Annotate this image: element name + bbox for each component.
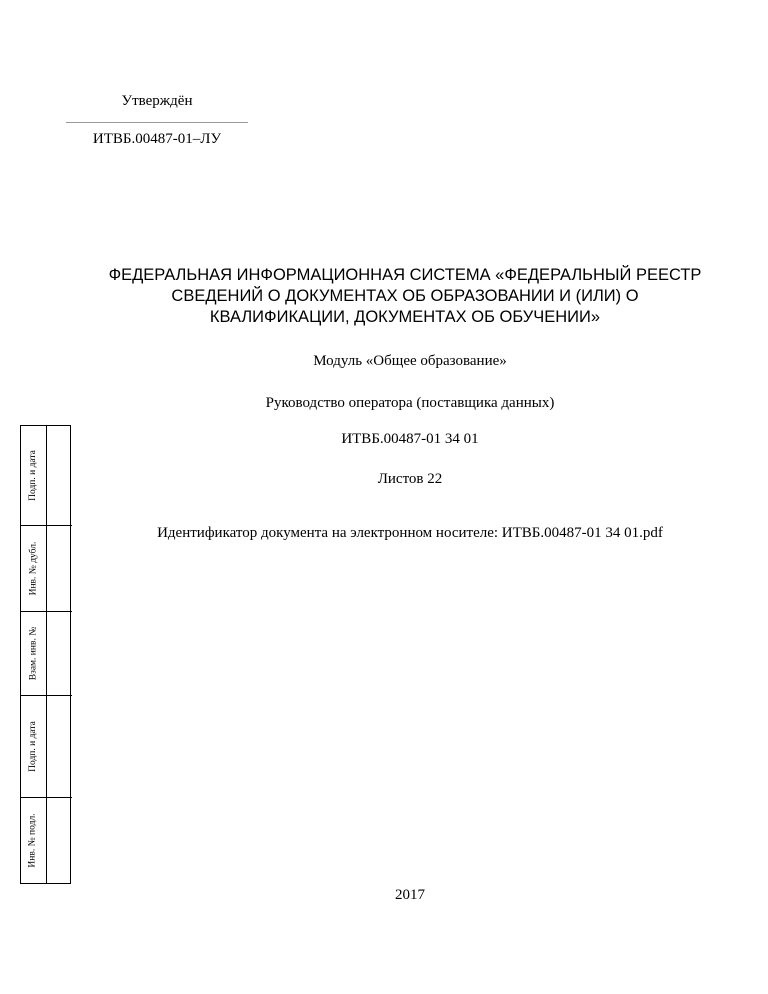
stamp-label: Взам. инв. №: [28, 626, 39, 681]
document-identifier: Идентификатор документа на электронном носителе: ИТВБ.00487-01 34 01.pdf: [157, 525, 663, 541]
stamp-label: Инв. № подл.: [28, 813, 39, 868]
stamp-label: Подп. и дата: [28, 721, 39, 772]
side-stamp-table: [20, 425, 71, 884]
stamp-row-duplicate-inv: [21, 526, 46, 612]
document-type: Руководство оператора (поставщика данных): [265, 395, 555, 411]
stamp-row-signature-date-1: [21, 426, 46, 526]
document-year: 2017: [395, 887, 425, 903]
stamp-label: Подп. и дата: [28, 450, 39, 501]
document-code: ИТВБ.00487-01 34 01: [341, 431, 479, 447]
document-title: [70, 265, 740, 328]
approval-code: ИТВБ.00487-01–ЛУ: [92, 131, 222, 147]
sheet-count: Листов 22: [377, 471, 443, 487]
stamp-column-divider: [46, 426, 47, 883]
title-line-3: КВАЛИФИКАЦИИ, ДОКУМЕНТАХ ОБ ОБУЧЕНИИ»: [209, 308, 601, 326]
stamp-row-replacement-inv: [21, 612, 46, 696]
approval-block: [66, 92, 248, 148]
stamp-label: Инв. № дубл.: [28, 541, 39, 596]
module-name: Модуль «Общее образование»: [313, 353, 507, 369]
title-line-2: СВЕДЕНИЙ О ДОКУМЕНТАХ ОБ ОБРАЗОВАНИИ И (ИЛИ) О: [171, 287, 639, 305]
title-line-1: ФЕДЕРАЛЬНАЯ ИНФОРМАЦИОННАЯ СИСТЕМА «ФЕДЕРАЛЬНЫЙ РЕЕСТР: [108, 266, 702, 284]
approval-label: Утверждён: [121, 93, 193, 109]
approval-rule: [66, 122, 248, 123]
stamp-row-original-inv: [21, 798, 46, 883]
stamp-row-signature-date-2: [21, 696, 46, 798]
